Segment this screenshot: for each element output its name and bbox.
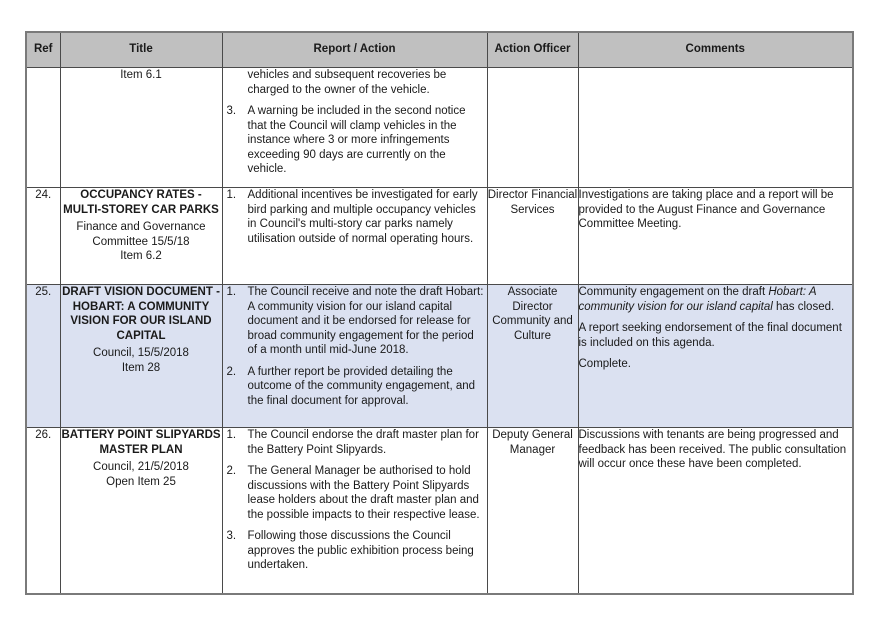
comments-cell (578, 285, 853, 428)
action-officer-cell (487, 428, 578, 594)
officer-name: Director Financial Services (487, 189, 578, 216)
report-action-cell (222, 428, 487, 594)
title-cell (60, 188, 222, 285)
comment-paragraph: Investigations are taking place and a report will be provided to the August Finance and Governance Committee Meeting. (578, 189, 834, 230)
comment-paragraph (579, 285, 853, 314)
header-title: Title (60, 32, 222, 68)
list-text: The Council receive and note the draft Hobart: A community vision for our island capital document and it be endorsed for release for broad community engagement for the period of a month until mid-June 2018. (247, 286, 484, 356)
report-action-cell (222, 188, 487, 285)
ref-cell (26, 68, 60, 188)
title-cell (60, 285, 222, 428)
list-number: 2. (226, 365, 237, 378)
comments-cell (578, 188, 853, 285)
meeting-line: Council, 15/5/2018 (93, 347, 189, 359)
report-list-item (223, 285, 487, 358)
header-report-action: Report / Action (222, 32, 487, 68)
action-status-table (25, 31, 854, 595)
row-title: BATTERY POINT SLIPYARDS MASTER PLAN (61, 429, 221, 456)
table-row-26 (26, 428, 853, 594)
comment-paragraph: Complete. (578, 358, 631, 370)
item-line: Open Item 25 (106, 475, 176, 488)
comment-text-italic: Hobart: A community vision for our island capital (578, 286, 817, 313)
list-text: Following those discussions the Council approves the public exhibition process being undertaken. (247, 530, 474, 571)
comment-paragraph: A report seeking endorsement of the final document is included on this agenda. (578, 322, 842, 349)
row-title: OCCUPANCY RATES - MULTI-STOREY CAR PARKS (63, 189, 219, 216)
title-cell (60, 68, 222, 188)
report-continuation-paragraph: vehicles and subsequent recoveries be charged to the owner of the vehicle. (247, 69, 447, 96)
header-action-officer: Action Officer (487, 32, 578, 68)
meeting-line: Finance and Governance Committee 15/5/18 (76, 221, 206, 248)
comment-text: Community engagement on the draft (578, 286, 769, 298)
ref-cell: 26. (26, 428, 60, 594)
list-number: 3. (226, 105, 237, 117)
list-text: The General Manager be authorised to hold discussions with the Battery Point Slipyards lease holders about the draft master plan and the possible impacts to their respective lease. (247, 465, 480, 521)
table-row-24 (26, 188, 853, 285)
officer-name: Deputy General Manager (492, 429, 573, 456)
row-title: DRAFT VISION DOCUMENT - HOBART: A COMMUNITY VISION FOR OUR ISLAND CAPITAL (62, 286, 220, 342)
report-action-cell (222, 285, 487, 428)
table-header (26, 32, 853, 68)
list-text: A warning be included in the second notice that the Council will clamp vehicles in the instance where 3 or more infringements exceeding 90 days are currently on the vehicle. (247, 105, 466, 175)
header-row (26, 32, 853, 68)
report-list-item (223, 529, 487, 573)
ref-cell: 25. (26, 285, 60, 428)
report-action-cell (222, 68, 487, 188)
officer-name: Associate Director Community and Culture (492, 286, 573, 342)
comment-text: has closed. (772, 300, 835, 313)
table-row-25 (26, 285, 853, 428)
action-officer-cell (487, 285, 578, 428)
report-list-item (223, 365, 487, 409)
list-number: 1. (226, 286, 237, 298)
item-line: Item 6.1 (120, 69, 162, 81)
list-number: 2. (226, 465, 237, 477)
header-comments: Comments (578, 32, 853, 68)
list-text: The Council endorse the draft master plan for the Battery Point Slipyards. (247, 429, 479, 456)
comments-cell (578, 428, 853, 594)
action-officer-cell (487, 188, 578, 285)
report-list-item (223, 464, 487, 522)
report-list-item (223, 104, 487, 177)
list-text: Additional incentives be investigated for early bird parking and multiple occupancy vehicles in Council's multi-story car parks namely utilisation outside of normal operating hours. (247, 189, 478, 245)
report-list-item (223, 188, 487, 246)
list-text: A further report be provided detailing the outcome of the community engagement, and the final document for approval. (247, 365, 476, 407)
header-ref: Ref (26, 32, 60, 68)
list-number: 3. (226, 530, 237, 542)
action-officer-cell (487, 68, 578, 188)
list-number: 1. (226, 189, 237, 201)
table-row-continuation (26, 68, 853, 188)
title-cell (60, 428, 222, 594)
report-list-item (223, 428, 487, 457)
comment-paragraph: Discussions with tenants are being progressed and feedback has been received. The public consultation will occur once these have been completed. (578, 429, 847, 470)
list-number: 1. (226, 429, 237, 441)
ref-cell: 24. (26, 188, 60, 285)
meeting-line: Council, 21/5/2018 (93, 461, 189, 473)
item-line: Item 6.2 (120, 250, 162, 262)
item-line: Item 28 (121, 361, 161, 374)
comments-cell (578, 68, 853, 188)
